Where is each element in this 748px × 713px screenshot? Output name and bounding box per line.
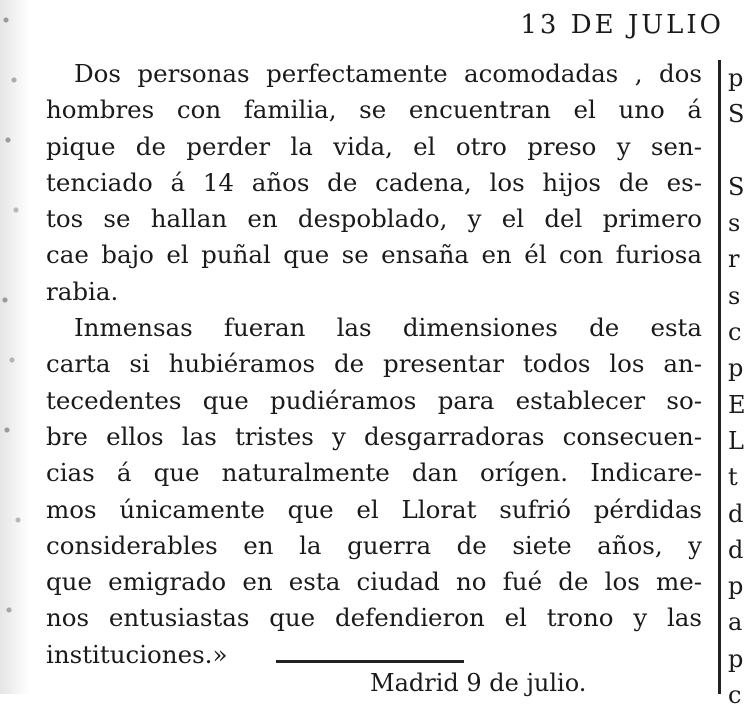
text-line: cae bajo el puñal que se ensaña en él con furiosa — [46, 240, 702, 270]
scan-edge-artifact — [0, 0, 30, 694]
text-line: considerables en la guerra de siete años, y — [46, 530, 702, 560]
margin-letter: E — [728, 390, 746, 419]
text-line: que emigrado en esta ciudad no fué de los me- — [46, 567, 702, 597]
margin-letter: c — [728, 681, 742, 710]
text-line: tecedentes que pudiéramos para establecer so- — [46, 385, 702, 415]
margin-letter: s — [728, 209, 741, 238]
margin-letter: d — [728, 535, 744, 564]
text-line: Inmensas fueran las dimensiones de esta — [74, 313, 702, 343]
margin-letter: S — [728, 172, 745, 201]
margin-letter: s — [728, 281, 741, 310]
margin-letter: a — [728, 608, 743, 637]
margin-letter: p — [728, 354, 744, 383]
margin-letter — [728, 133, 748, 169]
margin-letter: L — [728, 426, 744, 455]
margin-letter: p — [728, 644, 744, 673]
margin-letter: S — [728, 100, 745, 129]
margin-letter: p — [728, 572, 744, 601]
article-paragraph-1 — [46, 56, 702, 310]
margin-letter: d — [728, 499, 744, 528]
text-line: mos únicamente que el Llorat sufrió pérdidas — [46, 494, 702, 524]
text-line: nos entusiastas que defendieron el trono y las — [46, 603, 702, 633]
margin-letter: c — [728, 318, 742, 347]
column-divider — [718, 60, 721, 694]
adjacent-column-fragment — [728, 60, 748, 713]
text-line: hombres con familia, se encuentran el uno á — [46, 95, 702, 125]
text-line: carta si hubiéramos de presentar todos los an- — [46, 349, 702, 379]
margin-letter: p — [728, 64, 744, 92]
article-column — [46, 56, 702, 673]
margin-letter: t — [728, 463, 738, 492]
text-line: instituciones.» — [46, 639, 228, 669]
text-line: bre ellos las tristes y desgarradoras consecuen- — [46, 421, 702, 451]
text-line: pique de perder la vida, el otro preso y sen- — [46, 131, 702, 161]
text-line: tos se hallan en despoblado, y el del primero — [46, 204, 702, 234]
page-date-header: 13 DE JULIO — [520, 10, 724, 40]
text-line: rabia. — [46, 276, 119, 306]
text-line: tenciado á 14 años de cadena, los hijos de es- — [46, 167, 702, 197]
article-paragraph-2 — [46, 310, 702, 673]
section-separator — [276, 660, 464, 663]
margin-letter: r — [728, 245, 740, 274]
text-line: Dos personas perfectamente acomodadas , dos — [74, 59, 702, 88]
text-line: cias á que naturalmente dan orígen. Indicare- — [46, 458, 702, 488]
next-section-heading: Madrid 9 de julio. — [370, 669, 587, 697]
